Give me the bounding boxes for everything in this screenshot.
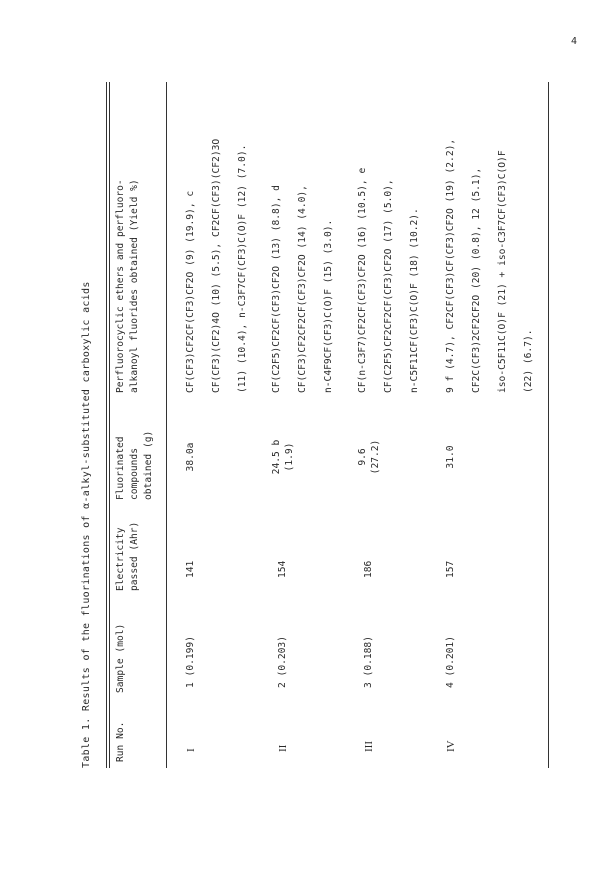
header-rule	[166, 82, 167, 768]
row-2-product-3: n-C4F9CF(CF3)C(O)F (15) (3.0).	[323, 219, 334, 393]
row-4-product-3: iso-C5F11C(O)F (21) + iso-C3F7CF(CF3)C(O)F	[497, 150, 508, 393]
row-1-product-3: (11) (10.4), n-C3F7CF(CF3)C(O)F (12) (7.0).	[237, 144, 248, 393]
row-1-product-1: CF(CF3)CF2CF(CF3)CF2O (9) (19.9), c	[185, 190, 196, 393]
top-rule-2	[109, 82, 110, 768]
row-1-fluorinated: 38.0a	[185, 442, 196, 472]
header-ethers: Perfluorocyclic ethers and perfluoro- alkanoyl fluorides obtained (Yield %)	[115, 179, 140, 393]
row-1-product-2: CF(CF3)(CF2)4O (10) (5.5), CF2CF(CF3)(CF2)3O	[211, 138, 222, 393]
page-number: 4	[571, 36, 578, 47]
row-2-product-2: CF(CF3)CF2CF2CF(CF3)CF2O (14) (4.0),	[297, 185, 308, 393]
row-3-run: III	[363, 741, 375, 752]
row-4-product-1: 9 f (4.7), CF2CF(CF3)CF(CF3)CF2O (19) (2.2),	[445, 138, 456, 393]
row-3-product-1: CF(n-C3F7)CF2CF(CF3)CF2O (16) (10.5), e	[357, 167, 368, 393]
row-2-fluorinated: 24.5 b	[271, 439, 282, 475]
row-1-sample: 1 (0.199)	[185, 636, 196, 688]
header-sample: Sample (mol)	[115, 623, 126, 693]
row-4-run: IV	[445, 740, 457, 752]
row-3-product-3: n-C5F11CF(CF3)C(O)F (18) (10.2).	[409, 208, 420, 393]
row-2-sample: 2 (0.203)	[277, 636, 288, 688]
header-electricity: Electricity passed (Ahr)	[115, 521, 140, 591]
row-2-fluorinated-2: (1.9)	[284, 442, 295, 472]
row-1-electricity: 141	[185, 560, 196, 578]
row-3-sample: 3 (0.188)	[363, 636, 374, 688]
row-4-fluorinated: 31.0	[445, 445, 456, 469]
row-2-product-1: CF(C2F5)CF2CF(CF3)CF2O (13) (8.8), d	[271, 185, 282, 393]
header-run: Run No.	[115, 721, 126, 762]
row-4-sample: 4 (0.201)	[445, 636, 456, 688]
row-3-product-2: CF(C2F5)CF2CF2CF(CF3)CF2O (17) (5.0),	[383, 179, 394, 393]
rotated-table	[80, 78, 580, 768]
row-4-product-4: (22) (6.7).	[523, 329, 534, 393]
row-3-electricity: 186	[363, 560, 374, 578]
row-4-product-2: CF2C(CF3)2CF2CF2O (20) (0.8), 12 (5.1),	[471, 167, 482, 393]
top-rule	[106, 82, 107, 768]
row-4-electricity: 157	[445, 560, 456, 578]
row-3-fluorinated-2: (27.2)	[370, 439, 381, 475]
row-3-fluorinated: 9.6	[357, 448, 368, 466]
table-caption: Table 1. Results of the fluorinations of α-alkyl-substituted carboxylic acids	[81, 281, 92, 768]
row-1-run: I	[185, 748, 197, 752]
bottom-rule	[548, 82, 549, 768]
row-2-electricity: 154	[277, 560, 288, 578]
row-2-run: II	[277, 744, 289, 752]
header-fluorinated: Fluorinated compounds obtained (g)	[115, 430, 154, 500]
